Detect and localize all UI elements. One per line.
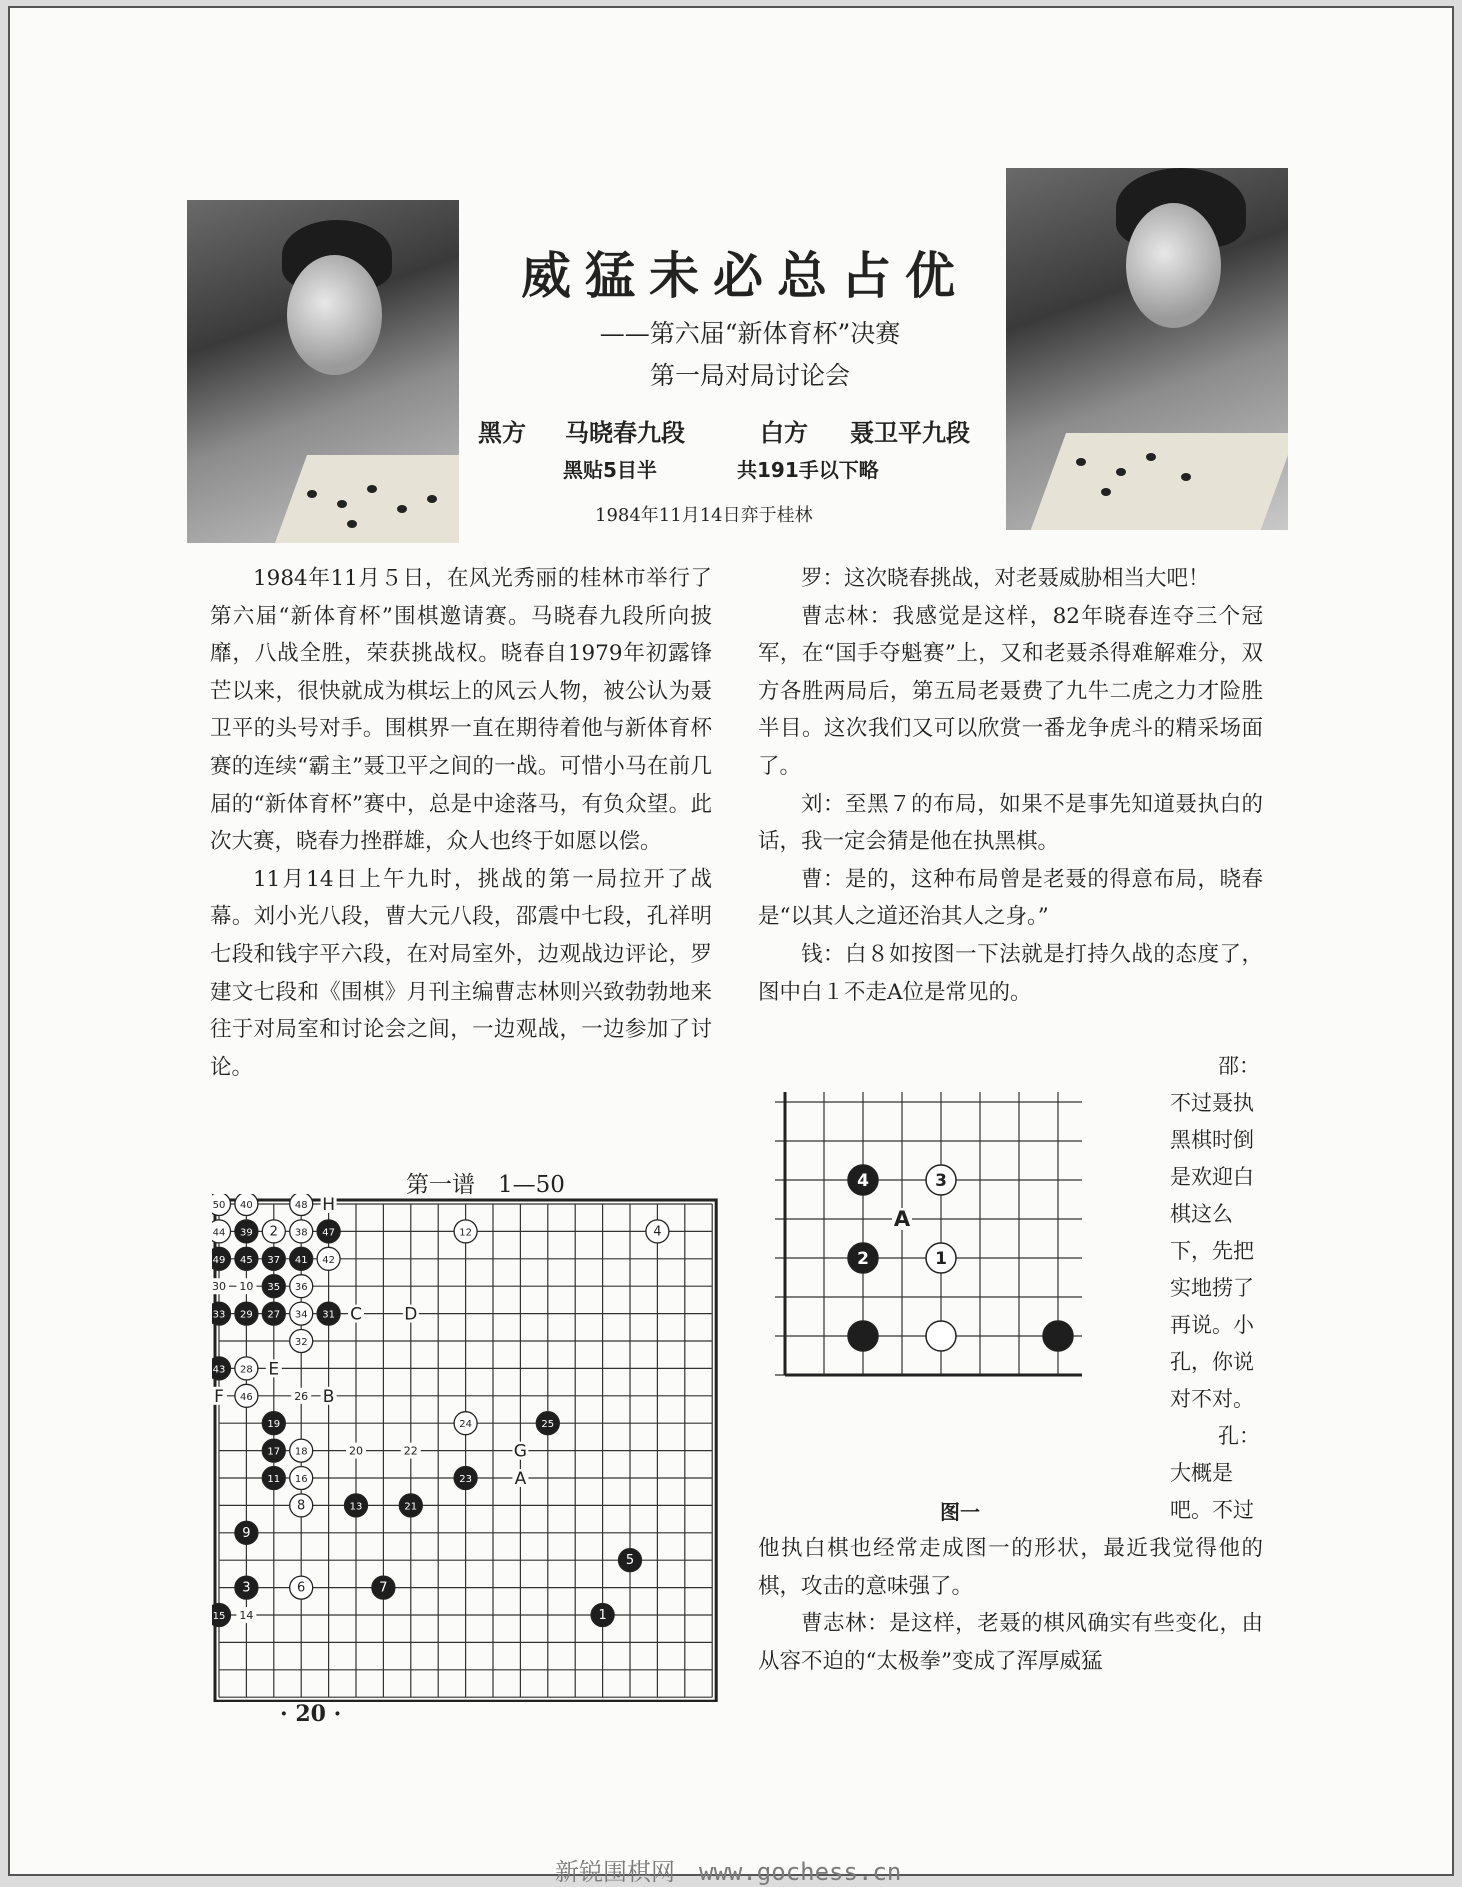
side-line: 不过聂执 [1170, 1091, 1254, 1115]
stone-number: 25 [541, 1419, 555, 1431]
stone-number: 7 [379, 1580, 388, 1596]
date-place: 1984年11月14日弈于桂林 [595, 505, 813, 526]
stone-number: 46 [240, 1391, 253, 1403]
dialogue-line: 刘：至黑７的布局，如果不是事先知道聂执白的话，我一定会猜是他在执黑棋。 [758, 791, 1263, 855]
side-line: 孔： [1218, 1424, 1260, 1448]
point-letter: A [514, 1469, 527, 1489]
black-stone [848, 1321, 878, 1351]
move-number: 20 [349, 1444, 363, 1458]
bottom-right-text [758, 1530, 1263, 1680]
stone-number: 9 [242, 1525, 251, 1541]
side-line: 吧。不过 [1170, 1498, 1254, 1522]
page-number: · 20 · [280, 1701, 342, 1727]
moves-note: 共191手以下略 [737, 458, 879, 482]
document-page [8, 6, 1454, 1876]
point-letter: E [268, 1359, 280, 1380]
stone-number: 16 [294, 1474, 308, 1485]
figure-1-caption: 图一 [940, 1500, 980, 1524]
side-line: 实地捞了 [1170, 1276, 1254, 1300]
point-letter: F [214, 1386, 224, 1407]
stone-number: 44 [212, 1227, 226, 1239]
side-line: 黑棋时倒 [1170, 1128, 1254, 1152]
move-number: 10 [239, 1280, 254, 1294]
stone-number: 29 [240, 1309, 253, 1321]
point-letter: D [404, 1304, 418, 1325]
side-line: 是欢迎白 [1170, 1165, 1254, 1189]
white-stone [926, 1321, 956, 1351]
stone-number: 15 [212, 1611, 226, 1622]
stone-number: 34 [294, 1309, 308, 1321]
side-line: 下，先把 [1170, 1239, 1254, 1263]
side-line: 对不对。 [1170, 1387, 1254, 1411]
side-line: 孔，你说 [1170, 1350, 1254, 1374]
paragraph: 1984年11月５日，在风光秀丽的桂林市举行了第六届“新体育杯”围棋邀请赛。马晓春九段所向披靡，八战全胜，荣获挑战权。晓春自1979年初露锋芒以来，很快就成为棋坛上的风云人物，被公认为聂卫平的头号对手。围棋界一直在期待着他与新体育杯赛的连续“霸主”聂卫平之间的一战。可惜小马在前几届的“新体育杯”赛中，总是中途落马，有负众望。此次大赛，晓春力挫群雄，众人也终于如愿以偿。 [210, 566, 712, 855]
paragraph: 11月14日上午九时，挑战的第一局拉开了战幕。刘小光八段，曹大元八段，邵震中七段，孔祥明七段和钱宇平六段，在对局室外，边观战边评论，罗建文七段和《围棋》月刊主编曹志林则兴致勃勃地来往于对局室和讨论会之间，一边观战，一边参加了讨论。 [210, 866, 712, 1080]
white-name: 聂卫平九段 [850, 418, 970, 447]
stone-number: 28 [240, 1364, 253, 1376]
komi-note: 黑贴5目半 [563, 458, 657, 482]
white-label: 白方 [760, 418, 808, 447]
diagram-1-label: 第一谱 1—50 [406, 1172, 565, 1198]
stone-number: 19 [267, 1419, 281, 1431]
move-number: 14 [239, 1609, 254, 1622]
stone-number: 1 [598, 1608, 607, 1623]
point-letter: A [893, 1207, 911, 1231]
figure-1-board [775, 1092, 1150, 1452]
watermark: 新锐围棋网 www.gochess.cn [555, 1858, 902, 1886]
stone-number: 21 [404, 1501, 418, 1513]
stone-number: 33 [212, 1309, 226, 1321]
point-letter: G [513, 1441, 527, 1462]
stone-number: 5 [625, 1553, 635, 1569]
move-number: 22 [403, 1444, 418, 1458]
stone-number: 4 [857, 1171, 869, 1191]
stone-number: 42 [322, 1254, 335, 1266]
dialogue-line: 曹志林：我感觉是这样，82年晓春连夺三个冠军，在“国手夺魁赛”上，又和老聂杀得难解难分，双方各胜两局后，第五局老聂费了九牛二虎之力才险胜半目。这次我们又可以欣赏一番龙争虎斗的精采场面了。 [758, 603, 1263, 779]
dialogue-line: 罗：这次晓春挑战，对老聂威胁相当大吧！ [801, 566, 1210, 591]
stone-number: 41 [294, 1254, 308, 1266]
stone-number: 40 [240, 1200, 253, 1211]
stone-number: 39 [240, 1227, 253, 1239]
stone-number: 47 [322, 1227, 335, 1239]
stone-number: 45 [240, 1254, 253, 1266]
stone-number: 49 [212, 1254, 226, 1266]
side-line: 大概是 [1170, 1461, 1233, 1485]
point-letter: B [322, 1386, 335, 1407]
paragraph: 曹志林：是这样，老聂的棋风确实有些变化，由从容不迫的“太极拳”变成了浑厚威猛 [758, 1611, 1263, 1674]
stone-number: 12 [459, 1227, 472, 1239]
dialogue-line: 曹：是的，这种布局曾是老聂的得意布局，晓春是“以其人之道还治其人之身。” [758, 866, 1263, 930]
stone-number: 27 [267, 1309, 281, 1321]
paragraph: 他执白棋也经常走成图一的形状，最近我觉得他的棋，攻击的意味强了。 [758, 1536, 1263, 1599]
game-record-board [212, 1194, 732, 1702]
stone-number: 36 [294, 1282, 308, 1294]
photo-white-player [1006, 168, 1288, 530]
stone-number: 43 [212, 1364, 226, 1376]
point-letter: C [350, 1304, 362, 1325]
stone-number: 4 [653, 1224, 662, 1240]
stone-number: 11 [267, 1474, 281, 1485]
right-column [758, 560, 1263, 1011]
dialogue-line: 钱：白８如按图一下法就是打持久战的态度了，图中白１不走A位是常见的。 [758, 941, 1263, 1005]
side-line: 再说。小 [1170, 1313, 1254, 1337]
stone-number: 2 [269, 1224, 278, 1240]
black-label: 黑方 [478, 418, 526, 447]
stone-number: 35 [267, 1282, 281, 1294]
point-letter: H [322, 1195, 335, 1215]
photo-black-player [187, 200, 459, 543]
stone-number: 38 [294, 1227, 308, 1239]
side-line: 邵： [1218, 1054, 1260, 1078]
stone-number: 1 [935, 1249, 947, 1269]
article-title: 威猛未必总占优 [521, 247, 969, 305]
subtitle-2: 第一局对局讨论会 [649, 361, 850, 390]
stone-number: 3 [242, 1580, 251, 1596]
stone-number: 3 [935, 1171, 947, 1191]
move-number: 30 [212, 1280, 226, 1294]
side-column [1170, 1048, 1260, 1529]
black-stone [1043, 1321, 1073, 1351]
stone-number: 32 [294, 1337, 308, 1348]
stone-number: 50 [212, 1200, 226, 1211]
stone-number: 13 [349, 1501, 363, 1513]
side-line: 棋这么 [1170, 1202, 1233, 1226]
subtitle-1: ——第六届“新体育杯”决赛 [599, 319, 901, 348]
stone-number: 24 [459, 1419, 472, 1431]
stone-number: 18 [294, 1446, 308, 1458]
stone-number: 2 [857, 1249, 869, 1269]
stone-number: 31 [322, 1309, 335, 1321]
stone-number: 23 [459, 1474, 472, 1485]
move-number: 26 [294, 1389, 309, 1403]
stone-number: 8 [297, 1498, 306, 1514]
left-column [210, 560, 712, 1086]
black-name: 马晓春九段 [565, 418, 685, 447]
stone-number: 6 [297, 1580, 306, 1596]
stone-number: 37 [267, 1254, 281, 1266]
stone-number: 17 [267, 1446, 281, 1458]
stone-number: 48 [294, 1200, 308, 1211]
